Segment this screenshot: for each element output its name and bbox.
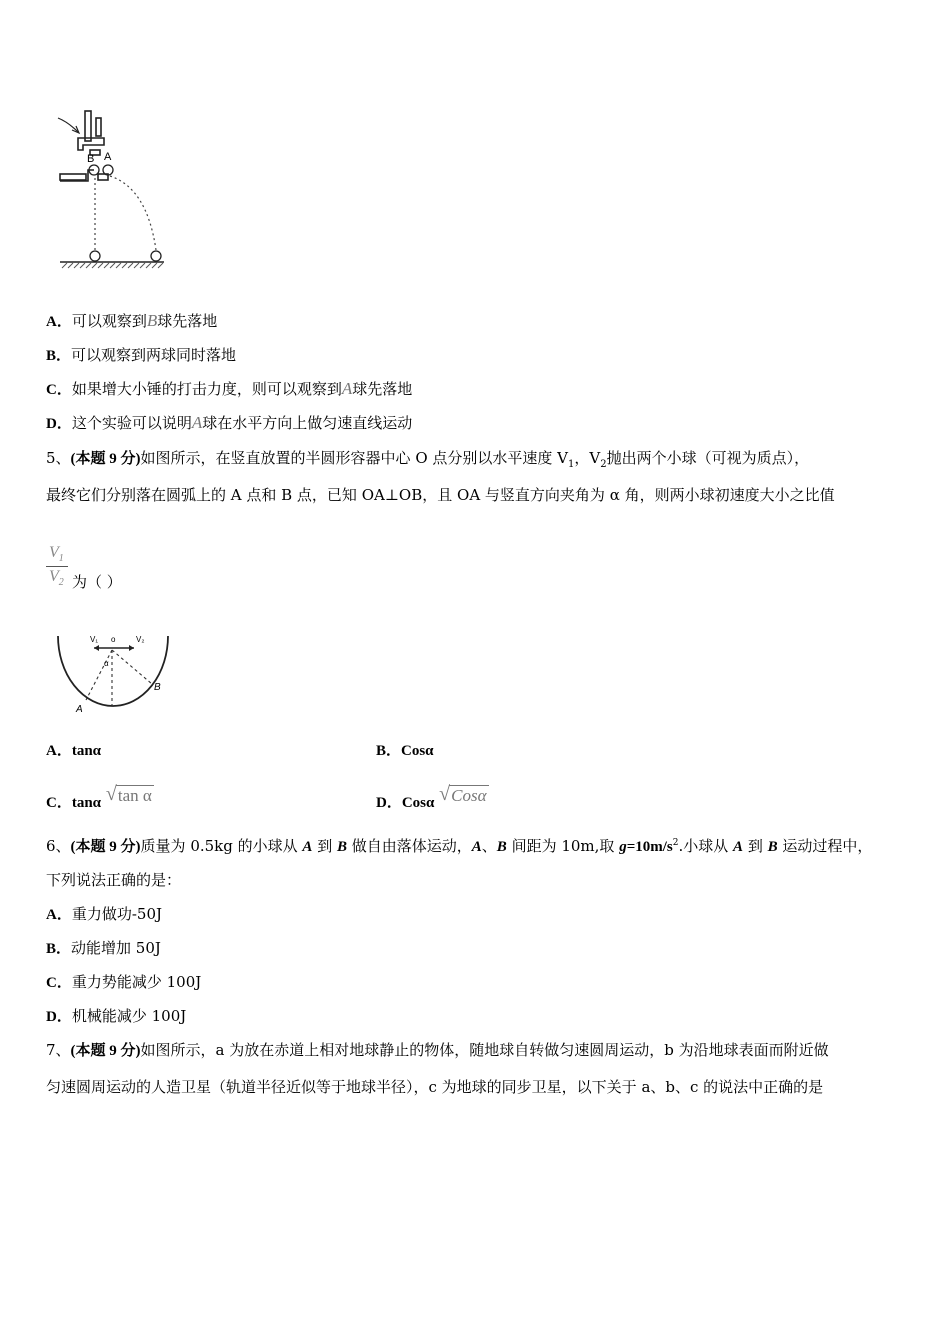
option-text: 重力势能减少 100J bbox=[71, 973, 202, 991]
q6-option-b bbox=[46, 938, 161, 959]
option-text: 如果增大小锤的打击力度，则可以观察到 bbox=[71, 380, 342, 398]
arrow-v2-head bbox=[129, 645, 134, 651]
option-letter: B． bbox=[376, 743, 402, 759]
q4-option-c bbox=[46, 379, 412, 400]
option-letter: D． bbox=[46, 416, 72, 432]
point-b: B bbox=[496, 839, 507, 855]
label-v1: V₁ bbox=[90, 635, 99, 644]
q6-stem-line1 bbox=[46, 833, 872, 857]
q6-text: 间距为 10m,取 bbox=[506, 837, 620, 855]
option-letter: D． bbox=[376, 795, 402, 811]
q5-option-a bbox=[46, 740, 101, 761]
option-letter: D． bbox=[46, 1009, 72, 1025]
question-score-tag: (本题 9 分) bbox=[70, 839, 141, 855]
q4-apparatus-figure bbox=[52, 108, 172, 273]
question-score-tag: (本题 9 分) bbox=[70, 451, 141, 467]
square-root-cos bbox=[439, 783, 488, 806]
numerator-v: V bbox=[49, 544, 59, 561]
arrow-v1-head bbox=[94, 645, 99, 651]
radical-sign-icon: √ bbox=[105, 783, 117, 805]
q5-text: 最终它们分别落在圆弧上的 A 点和 B 点，已知 OA⊥OB，且 OA 与竖直方向夹角为 α 角，则两小球初速度大小之比值 bbox=[46, 486, 835, 504]
option-text: 可以观察到 bbox=[71, 312, 147, 330]
option-text: 重力做功-50J bbox=[71, 905, 163, 923]
option-text: 机械能减少 100J bbox=[71, 1007, 187, 1025]
point-b: B bbox=[336, 839, 347, 855]
q5-text: 如图所示，在竖直放置的半圆形容器中心 O 点分别以水平速度 V bbox=[140, 449, 568, 467]
q5-option-c bbox=[46, 783, 154, 813]
option-text: 球先落地 bbox=[352, 380, 413, 398]
option-text: tanα bbox=[71, 795, 102, 811]
q5-stem-line1 bbox=[46, 448, 809, 475]
variable-a: A bbox=[191, 413, 203, 432]
fraction-numerator bbox=[49, 544, 64, 564]
option-text: 这个实验可以说明 bbox=[71, 414, 192, 432]
semicircle-container bbox=[58, 636, 168, 706]
q5-text: 为（ ） bbox=[72, 573, 122, 591]
question-number: 6、 bbox=[46, 837, 71, 855]
q6-option-a bbox=[46, 904, 162, 925]
gravity-g: g bbox=[619, 839, 627, 855]
option-letter: C． bbox=[46, 382, 72, 398]
option-letter: A． bbox=[46, 743, 72, 759]
square-root-tan bbox=[105, 783, 154, 806]
q6-text: 到 bbox=[312, 837, 337, 855]
q6-text: =10m/s bbox=[626, 839, 673, 855]
q6-text: 到 bbox=[743, 837, 768, 855]
option-text: 球在水平方向上做匀速直线运动 bbox=[202, 414, 413, 432]
point-a: A bbox=[733, 839, 744, 855]
q4-option-b bbox=[46, 345, 236, 366]
subscript: 1 bbox=[567, 459, 575, 470]
label-b-point: B bbox=[154, 682, 161, 693]
q5-option-b bbox=[376, 740, 434, 761]
q6-text: 做自由落体运动， bbox=[346, 837, 472, 855]
q4-fig-label-b: B bbox=[87, 153, 95, 165]
fraction-bar bbox=[46, 566, 68, 567]
q6-option-c bbox=[46, 972, 201, 993]
label-alpha: α bbox=[104, 659, 109, 668]
q4-option-a bbox=[46, 311, 217, 332]
subscript: 2 bbox=[58, 577, 64, 589]
point-a: A bbox=[302, 839, 313, 855]
apparatus-stand bbox=[55, 111, 108, 188]
option-text: tanα bbox=[71, 743, 102, 759]
q7-stem-line1 bbox=[46, 1040, 829, 1061]
option-letter: A． bbox=[46, 314, 72, 330]
option-text: Cosα bbox=[401, 743, 434, 759]
label-v2: V₂ bbox=[136, 635, 145, 644]
q6-text: 运动过程中， bbox=[777, 837, 873, 855]
radicand: tan α bbox=[117, 786, 152, 805]
option-letter: B． bbox=[46, 941, 72, 957]
variable-b: B bbox=[146, 311, 158, 330]
q4-option-d bbox=[46, 413, 412, 434]
ball-b-landing bbox=[90, 251, 100, 261]
question-number: 5、 bbox=[46, 449, 71, 467]
label-o: o bbox=[111, 635, 116, 644]
q4-fig-label-a: A bbox=[104, 151, 112, 163]
option-text: 球先落地 bbox=[157, 312, 218, 330]
ball-a-path bbox=[110, 176, 156, 250]
q5-option-d bbox=[376, 783, 489, 813]
q5-stem-line2 bbox=[46, 485, 835, 505]
option-letter: C． bbox=[46, 795, 72, 811]
line-ob bbox=[112, 650, 152, 684]
q6-text: 下列说法正确的是： bbox=[46, 871, 182, 889]
variable-a: A bbox=[341, 379, 353, 398]
q6-option-d bbox=[46, 1006, 186, 1027]
fraction-denominator bbox=[49, 568, 64, 588]
q7-text: 如图所示，a 为放在赤道上相对地球静止的物体，随地球自转做匀速圆周运动，b 为沿地球表面而附近做 bbox=[140, 1041, 829, 1059]
q5-semicircle-figure bbox=[52, 628, 174, 716]
q5-text: ，V bbox=[574, 449, 601, 467]
option-letter: C． bbox=[46, 975, 72, 991]
option-letter: A． bbox=[46, 907, 72, 923]
line-oa bbox=[86, 650, 112, 700]
option-text: 可以观察到两球同时落地 bbox=[71, 346, 237, 364]
subscript: 1 bbox=[58, 553, 64, 565]
denominator-v: V bbox=[49, 568, 59, 585]
q7-stem-line2 bbox=[46, 1077, 823, 1097]
label-a-point: A bbox=[76, 704, 83, 715]
q5-text: 抛出两个小球（可视为质点）， bbox=[606, 449, 810, 467]
superscript: 2 bbox=[672, 838, 679, 848]
radicand: Cosα bbox=[451, 786, 487, 805]
q6-text: 质量为 0.5kg 的小球从 bbox=[140, 837, 303, 855]
question-number: 7、 bbox=[46, 1041, 71, 1059]
hammer-arrow-icon bbox=[58, 118, 79, 133]
question-score-tag: (本题 9 分) bbox=[70, 1043, 141, 1059]
q6-text: .小球从 bbox=[678, 837, 734, 855]
ball-a-landing bbox=[151, 251, 161, 261]
option-text: Cosα bbox=[401, 795, 435, 811]
option-text: 动能增加 50J bbox=[71, 939, 161, 957]
ground-hatching bbox=[62, 263, 163, 268]
subscript: 2 bbox=[600, 459, 607, 470]
q6-text: 、 bbox=[481, 837, 497, 855]
q6-stem-line2 bbox=[46, 870, 181, 890]
option-letter: B． bbox=[46, 348, 72, 364]
q7-text: 匀速圆周运动的人造卫星（轨道半径近似等于地球半径），c 为地球的同步卫星，以下关于 a、b、c 的说法中正确的是 bbox=[46, 1078, 824, 1096]
radical-sign-icon: √ bbox=[439, 783, 451, 805]
point-b: B bbox=[767, 839, 778, 855]
q5-after-fraction bbox=[72, 572, 122, 592]
point-a: A bbox=[471, 839, 482, 855]
